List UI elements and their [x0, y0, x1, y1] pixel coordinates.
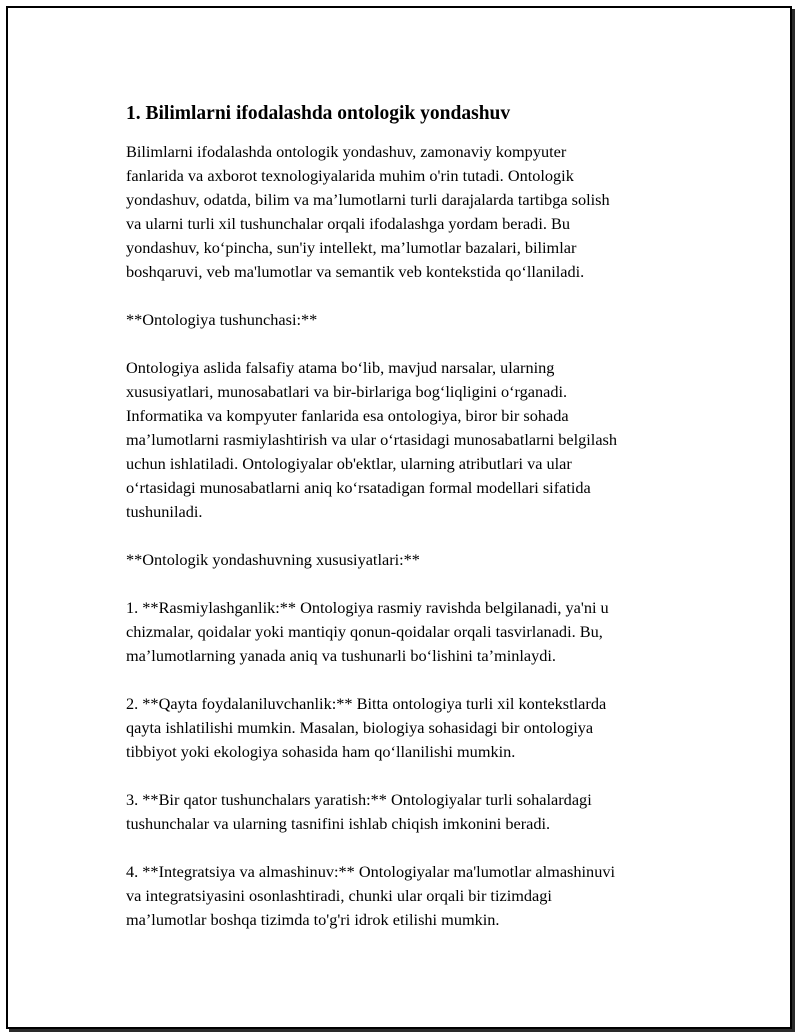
intro-paragraph — [126, 140, 686, 284]
paragraph-gap — [126, 284, 686, 308]
paragraph-gap — [126, 524, 686, 548]
document-blocks — [126, 140, 686, 932]
feature-item-4 — [126, 860, 686, 932]
text-line: qayta ishlatilishi mumkin. Masalan, biologiya sohasidagi bir ontologiya — [126, 718, 594, 737]
text-line: yondashuv, odatda, bilim va ma’lumotlarni turli darajalarda tartibga solish — [126, 190, 610, 209]
text-line: yondashuv, ko‘pincha, sun'iy intellekt, ma’lumotlar bazalari, bilimlar — [126, 238, 577, 257]
text-line: chizmalar, qoidalar yoki mantiqiy qonun-qoidalar orqali tasvirlanadi. Bu, — [126, 622, 603, 641]
text-line: va ularni turli xil tushunchalar orqali ifodalashga yordam beradi. Bu — [126, 214, 570, 233]
text-line: fanlarida va axborot texnologiyalarida muhim o'rin tutadi. Ontologik — [126, 166, 574, 185]
document-body — [126, 100, 686, 932]
text-line: boshqaruvi, veb ma'lumotlar va semantik veb kontekstida qo‘llaniladi. — [126, 262, 585, 281]
text-line: ma’lumotlarning yanada aniq va tushunarli bo‘lishini ta’minlaydi. — [126, 646, 556, 665]
text-line: 3. **Bir qator tushunchalars yaratish:** Ontologiyalar turli sohalardagi — [126, 790, 592, 809]
text-line: o‘rtasidagi munosabatlarni aniq ko‘rsatadigan formal modellari sifatida — [126, 478, 591, 497]
paragraph-gap — [126, 332, 686, 356]
text-line: ma’lumotlarni rasmiylashtirish va ular o‘rtasidagi munosabatlarni belgilash — [126, 430, 618, 449]
paragraph-gap — [126, 668, 686, 692]
text-line: xususiyatlari, munosabatlari va bir-birlariga bog‘liqligini o‘rganadi. — [126, 382, 568, 401]
paragraph-gap — [126, 572, 686, 596]
text-line: 4. **Integratsiya va almashinuv:** Ontologiyalar ma'lumotlar almashinuvi — [126, 862, 616, 881]
ontology-paragraph — [126, 356, 686, 524]
paragraph-gap — [126, 764, 686, 788]
feature-item-1 — [126, 596, 686, 668]
text-line: Informatika va kompyuter fanlarida esa ontologiya, biror bir sohada — [126, 406, 569, 425]
feature-item-3 — [126, 788, 686, 836]
text-line: **Ontologiya tushunchasi:** — [126, 310, 318, 329]
text-line: **Ontologik yondashuvning xususiyatlari:** — [126, 550, 420, 569]
section-heading: 1. Bilimlarni ifodalashda ontologik yondashuv — [126, 103, 511, 124]
feature-item-2 — [126, 692, 686, 764]
subheading-features — [126, 548, 686, 572]
document-page — [6, 6, 792, 1029]
text-line: ma’lumotlar boshqa tizimda to'g'ri idrok etilishi mumkin. — [126, 910, 500, 929]
text-line: Ontologiya aslida falsafiy atama bo‘lib, mavjud narsalar, ularning — [126, 358, 555, 377]
text-line: tushuniladi. — [126, 502, 203, 521]
text-line: uchun ishlatiladi. Ontologiyalar ob'ektlar, ularning atributlari va ular — [126, 454, 572, 473]
text-line: 2. **Qayta foydalaniluvchanlik:** Bitta ontologiya turli xil kontekstlarda — [126, 694, 607, 713]
text-line: 1. **Rasmiylashganlik:** Ontologiya rasmiy ravishda belgilanadi, ya'ni u — [126, 598, 609, 617]
paragraph-gap — [126, 836, 686, 860]
text-line: tushunchalar va ularning tasnifini ishlab chiqish imkonini beradi. — [126, 814, 551, 833]
text-line: tibbiyot yoki ekologiya sohasida ham qo‘llanilishi mumkin. — [126, 742, 516, 761]
subheading-ontology-concept — [126, 308, 686, 332]
text-line: va integratsiyasini osonlashtiradi, chunki ular orqali bir tizimdagi — [126, 886, 552, 905]
text-line: Bilimlarni ifodalashda ontologik yondashuv, zamonaviy kompyuter — [126, 142, 567, 161]
